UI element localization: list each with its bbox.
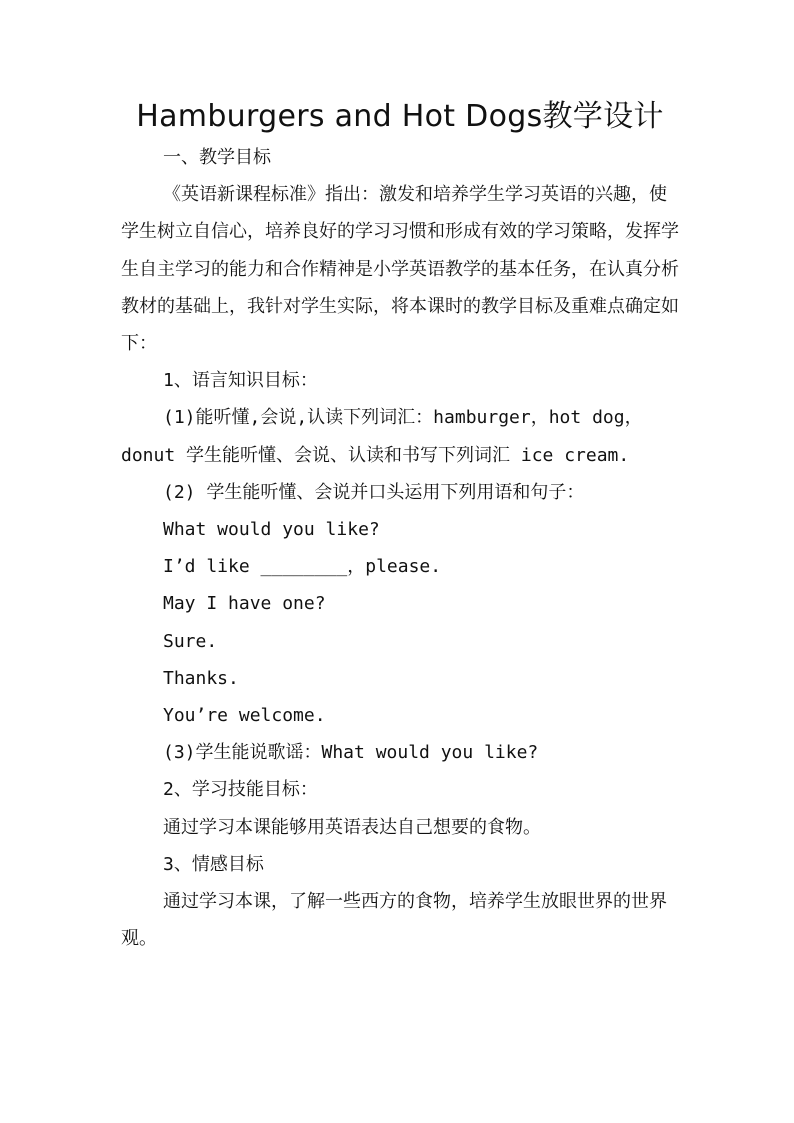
chant-goal-paragraph: (3)学生能说歌谣：What would you like? [163, 742, 539, 764]
language-knowledge-heading: 1、语言知识目标： [163, 370, 318, 392]
sentence-line-4: Sure. [163, 630, 218, 652]
sentence-line-5: Thanks. [163, 667, 239, 689]
document-body [121, 139, 679, 957]
document-title: Hamburgers and Hot Dogs教学设计 [136, 99, 664, 134]
emotion-goal-heading: 3、情感目标 [163, 853, 264, 875]
sentence-line-1: What would you like? [163, 519, 380, 541]
vocabulary-paragraph: (1)能听懂,会说,认读下列词汇：hamburger，hot dog，donut 学生能听懂、会说、认读和书写下列词汇 ice cream. [121, 407, 643, 466]
learning-skills-heading: 2、学习技能目标： [163, 779, 318, 801]
sentence-line-3: May I have one? [163, 593, 326, 615]
section-heading-teaching-goals: 一、教学目标 [163, 147, 271, 168]
sentence-line-6: You’re welcome. [163, 705, 326, 727]
intro-paragraph: 《英语新课程标准》指出：激发和培养学生学习英语的兴趣，使学生树立自信心，培养良好的学习习惯和形成有效的学习策略，发挥学生自主学习的能力和合作精神是小学英语教学的基本任务，在认真分析教材的基础上，我针对学生实际，将本课时的教学目标及重难点确定如下： [121, 184, 679, 355]
emotion-goal-paragraph: 通过学习本课，了解一些西方的食物，培养学生放眼世界的世界观。 [121, 891, 667, 950]
sentence-goal-paragraph: (2) 学生能听懂、会说并口头运用下列用语和句子： [163, 481, 585, 503]
sentence-line-2: I’d like ________，please. [163, 556, 442, 578]
learning-skills-paragraph: 通过学习本课能够用英语表达自己想要的食物。 [163, 816, 541, 838]
